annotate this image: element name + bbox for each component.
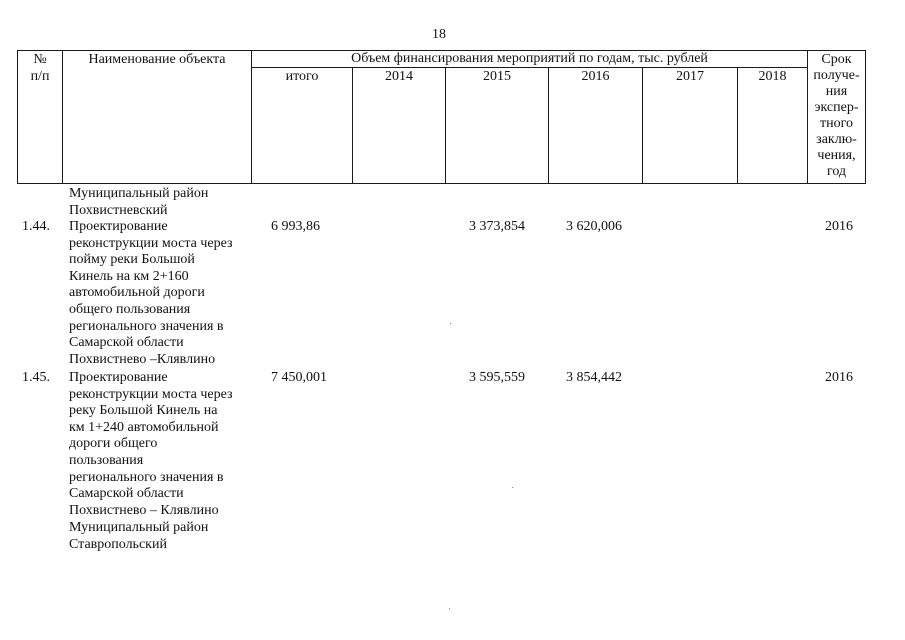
header-financing: Объем финансирования мероприятий по годам, тыс. рублей <box>351 51 708 66</box>
row-number: 1.45. <box>22 370 50 385</box>
header-total: итого <box>285 69 319 84</box>
header-year-2016: 2016 <box>581 69 610 84</box>
header-term: Срок получе- ния экспер- тного заклю- чения, год <box>813 52 860 179</box>
group-heading-stavropolsky: Муниципальный район Ставропольский <box>69 520 209 552</box>
header-year-2014: 2014 <box>385 69 413 84</box>
header-year-2017: 2017 <box>676 69 704 84</box>
term-value: 2016 <box>825 219 853 234</box>
scan-speck <box>449 608 450 609</box>
header-year-2015: 2015 <box>483 69 511 84</box>
object-name: Проектирование реконструкции моста через реку Большой Кинель на км 1+240 автомобильной дороги общего пользования регионального значения в Самарской области Похвистнево – Клявлино <box>69 370 233 518</box>
scan-speck <box>450 323 451 324</box>
page-number: 18 <box>432 27 446 42</box>
value-2016: 3 854,442 <box>566 370 622 385</box>
scan-speck <box>512 487 513 488</box>
value-2015: 3 373,854 <box>469 219 525 234</box>
group-heading-pokhvistnevsky: Муниципальный район Похвистневский <box>69 186 209 218</box>
header-num: № п/п <box>30 52 50 84</box>
total-value: 6 993,86 <box>271 219 320 234</box>
object-name: Проектирование реконструкции моста через пойму реки Большой Кинель на км 2+160 автомобильной дороги общего пользования регионального значения в Самарской области Похвистнево –Клявлино <box>69 219 233 367</box>
row-number: 1.44. <box>22 219 50 234</box>
total-value: 7 450,001 <box>271 370 327 385</box>
header-year-2018: 2018 <box>758 69 787 84</box>
value-2016: 3 620,006 <box>566 219 622 234</box>
header-name: Наименование объекта <box>88 52 226 67</box>
term-value: 2016 <box>825 370 853 385</box>
value-2015: 3 595,559 <box>469 370 525 385</box>
table-header <box>17 50 866 184</box>
